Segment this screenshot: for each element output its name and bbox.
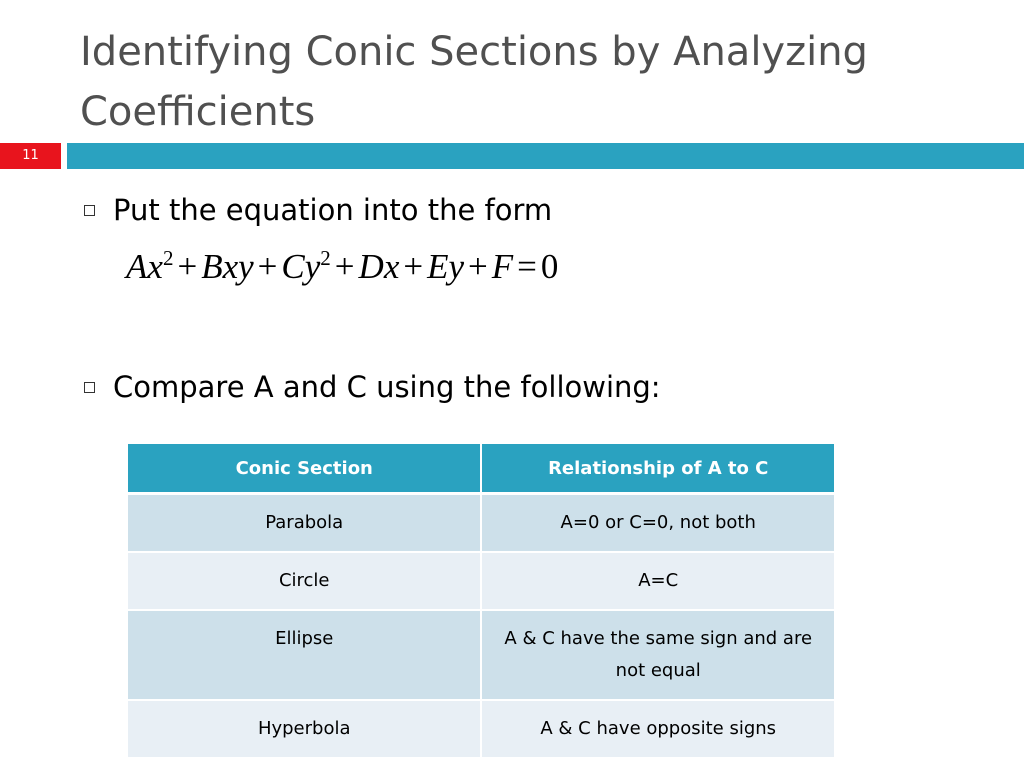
cell-conic: Hyperbola (128, 700, 481, 758)
eq-term-C: C (281, 247, 305, 286)
column-header-relationship: Relationship of A to C (481, 444, 835, 494)
title-divider-bar (67, 143, 1024, 169)
eq-plus: + (334, 247, 355, 286)
cell-conic: Circle (128, 552, 481, 610)
eq-plus: + (403, 247, 424, 286)
slide-number: 11 (0, 143, 61, 169)
eq-term-Bxy: Bxy (201, 247, 254, 286)
eq-term-Dx: Dx (358, 247, 400, 286)
eq-equals: = (517, 247, 537, 286)
table-header-row (128, 444, 835, 494)
cell-relationship: A & C have opposite signs (481, 700, 835, 758)
cell-relationship: A & C have the same sign and are not equal (481, 610, 835, 700)
cell-conic: Parabola (128, 494, 481, 553)
table-row (128, 552, 835, 610)
eq-plus: + (177, 247, 198, 286)
bullet-text: Compare A and C using the following: (113, 370, 661, 404)
eq-term-y: y (304, 247, 321, 286)
bullet-text: Put the equation into the form (113, 193, 553, 227)
table-row (128, 700, 835, 758)
cell-relationship: A=C (481, 552, 835, 610)
square-bullet-icon (84, 205, 95, 216)
square-bullet-icon (84, 382, 95, 393)
bullet-item (84, 193, 552, 227)
eq-exponent: 2 (320, 246, 331, 270)
table-row (128, 494, 835, 553)
eq-exponent: 2 (162, 246, 174, 270)
eq-zero: 0 (540, 247, 559, 286)
eq-plus: + (257, 247, 278, 286)
eq-term-x: x (147, 247, 163, 286)
conic-comparison-table (128, 444, 836, 759)
general-conic-equation (126, 247, 558, 287)
eq-term-F: F (491, 247, 514, 286)
eq-term-Ey: Ey (427, 247, 465, 286)
column-header-conic-section: Conic Section (128, 444, 481, 494)
eq-term-A: A (126, 247, 148, 286)
bullet-item (84, 370, 661, 404)
cell-relationship: A=0 or C=0, not both (481, 494, 835, 553)
slide-title: Identifying Conic Sections by Analyzing Coefficients (80, 29, 868, 135)
eq-plus: + (468, 247, 488, 286)
cell-conic: Ellipse (128, 610, 481, 700)
table-row (128, 610, 835, 700)
